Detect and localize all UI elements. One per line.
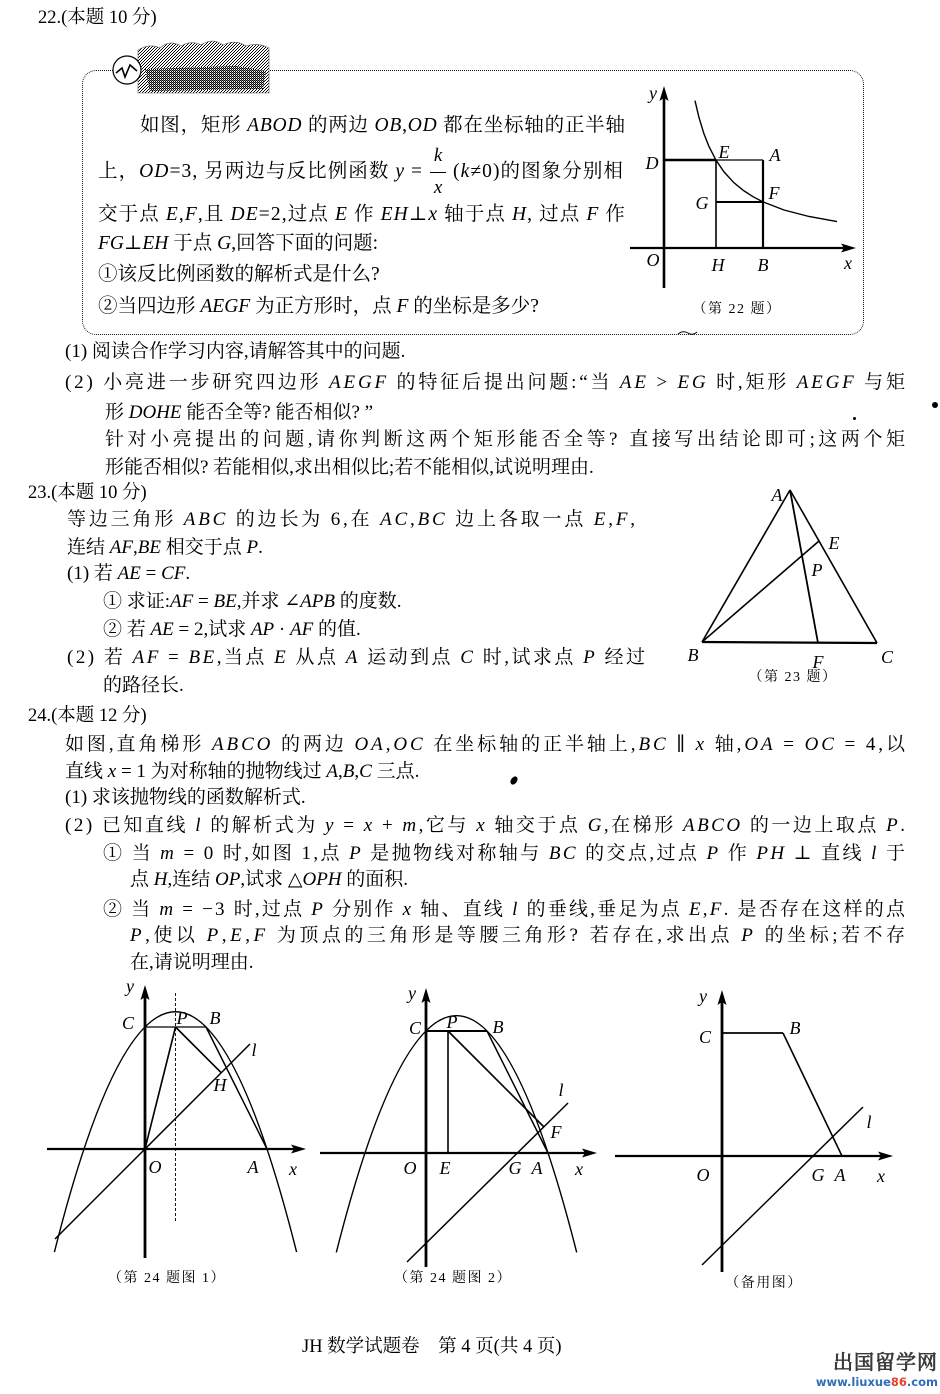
q24-line-3: (1) 求该抛物线的函数解析式. [65, 787, 306, 808]
math-variable: OB [374, 115, 403, 136]
math-variable: CF [161, 563, 186, 584]
box-line-2-before: 上，OD=3, 另两边与反比例函数 y = [98, 161, 424, 182]
label-c: C [408, 1018, 422, 1038]
side-ab [702, 490, 790, 642]
math-variable: x [363, 815, 375, 836]
watermark-site-name: 出国留学网 [833, 1350, 938, 1374]
label-a: A [531, 1158, 543, 1178]
scan-artifact-tick [853, 417, 856, 420]
box-line-1: 如图，矩形 ABOD 的两边 OB,OD 都在坐标轴的正半轴 [140, 115, 626, 136]
math-variable: OA [354, 734, 386, 755]
math-variable: EG [677, 372, 709, 393]
math-variable: m [159, 899, 176, 920]
math-variable: P [130, 925, 146, 946]
q24-line-9: 在,请说明理由. [130, 952, 254, 973]
watermark [812, 1350, 938, 1390]
box-line-2 [98, 145, 624, 198]
math-variable: BC [548, 843, 578, 864]
label-x: x [575, 1159, 583, 1179]
watermark-url-suffix: .com [906, 1375, 938, 1389]
math-variable: DOHE [128, 402, 182, 423]
watermark-url [812, 1374, 938, 1390]
math-variable: AF [109, 537, 133, 558]
math-variable: G [587, 815, 604, 836]
figure-24-backup-caption: （备用图） [725, 1276, 803, 1291]
math-variable: F [709, 899, 724, 920]
q23-line-4: ① 求证:AF = BE,并求 ∠APB 的度数. [103, 591, 402, 612]
math-variable: OC [804, 734, 837, 755]
math-variable: x [107, 761, 117, 782]
side-ac [790, 490, 877, 643]
math-variable: k [460, 161, 471, 182]
math-variable: C [460, 647, 476, 668]
q22-part-2-cont: 形 DOHE 能否全等? 能否相似? ” [105, 402, 374, 423]
math-variable: ABOD [247, 115, 303, 136]
label-g: G [695, 193, 709, 213]
math-variable: l [195, 815, 203, 836]
cooperative-learning-badge [100, 36, 280, 98]
math-variable: F [615, 509, 631, 530]
math-variable: F [253, 925, 269, 946]
math-variable: E [688, 899, 703, 920]
math-variable: m [402, 815, 419, 836]
q22-part-2-instruction-cont: 形能否相似? 若能相似,求出相似比;若不能相似,试说明理由. [105, 457, 594, 478]
math-variable: x [476, 815, 488, 836]
math-variable: B [342, 761, 355, 782]
math-variable: FG [98, 233, 124, 254]
math-variable: F [184, 204, 198, 225]
math-variable: AEGF [329, 372, 389, 393]
math-variable: m [160, 843, 177, 864]
label-x: x [877, 1166, 885, 1186]
figure-24-1-caption: （第 24 题图 1） [108, 1271, 226, 1286]
label-h: H [711, 255, 725, 275]
watermark-url-prefix: www.liuxue [815, 1375, 891, 1389]
q24-line-7: ② 当 m = −3 时,过点 P 分别作 x 轴、直线 l 的垂线,垂足为点 E,F. 是否存在这样的点 [103, 899, 908, 920]
q24-header: 24.(本题 12 分) [28, 706, 147, 726]
q24-line-8: P,使以 P,E,F 为顶点的三角形是等腰三角形? 若存在,求出点 P 的坐标;若不存 [130, 925, 909, 946]
math-variable: BE [137, 537, 161, 558]
label-b: B [492, 1017, 504, 1037]
fraction-k-over-x [431, 145, 445, 198]
math-variable: l [512, 899, 520, 920]
box-line-2-after: (k≠0)的图象分别相 [453, 161, 624, 182]
math-variable: F [396, 296, 409, 317]
label-e: E [718, 142, 730, 162]
math-variable: AF [170, 591, 194, 612]
figure-22 [625, 82, 870, 340]
math-variable: ABCO [682, 815, 743, 836]
side-bc [702, 642, 877, 643]
label-f: F [812, 652, 824, 672]
label-y: y [126, 976, 134, 996]
scan-artifact-smudge [509, 775, 519, 786]
math-variable: APB [300, 591, 335, 612]
math-variable: E [593, 509, 609, 530]
math-variable: AF [290, 619, 314, 640]
math-variable: OD [139, 161, 170, 182]
fraction-numerator: k [433, 145, 443, 166]
math-variable: H [511, 204, 528, 225]
label-o: O [696, 1165, 710, 1185]
label-e: E [439, 1158, 451, 1178]
segment-ba [783, 1033, 842, 1156]
math-variable: AEGF [796, 372, 857, 393]
label-h: H [213, 1075, 227, 1095]
label-y: y [699, 986, 707, 1006]
box-border-notch [678, 332, 697, 335]
q24-line-2: 直线 x = 1 为对称轴的抛物线过 A,B,C 三点. [65, 761, 420, 782]
q23-line-2: 连结 AF,BE 相交于点 P. [67, 537, 263, 558]
math-variable: OA [744, 734, 776, 755]
label-p: P [176, 1008, 188, 1028]
math-variable: OPH [302, 869, 342, 890]
math-variable: P [741, 925, 757, 946]
math-variable: BE [188, 647, 217, 668]
math-variable: ABCO [211, 734, 274, 755]
box-question-1: ①该反比例函数的解析式是什么? [98, 264, 380, 285]
badge-title-band [145, 66, 266, 91]
math-variable: OC [393, 734, 426, 755]
math-variable: EH [380, 204, 409, 225]
math-variable: OP [215, 869, 241, 890]
math-variable: A [345, 647, 360, 668]
watermark-url-number: 86 [890, 1375, 907, 1389]
math-variable: E [334, 204, 349, 225]
label-g: G [811, 1165, 825, 1185]
math-variable: x [428, 204, 439, 225]
math-variable: G [217, 233, 232, 254]
label-b: B [209, 1008, 221, 1028]
math-variable: P [349, 843, 364, 864]
figure-24-2 [315, 980, 600, 1290]
q24-line-6: 点 H,连结 OP,试求 △OPH 的面积. [130, 869, 409, 890]
figure-24-backup [605, 980, 900, 1295]
math-variable: ABC [183, 509, 229, 530]
math-variable: P [583, 647, 598, 668]
label-c: C [121, 1013, 135, 1033]
figure-24-1 [40, 976, 315, 1290]
math-variable: A [326, 761, 339, 782]
math-variable: P [206, 925, 222, 946]
label-f: F [768, 183, 780, 203]
q22-header: 22.(本题 10 分) [38, 8, 157, 28]
math-variable: AE [117, 563, 141, 584]
math-variable: P [246, 537, 259, 558]
label-l: l [866, 1112, 872, 1132]
label-p: P [446, 1012, 458, 1032]
q24-line-1: 如图,直角梯形 ABCO 的两边 OA,OC 在坐标轴的正半轴上,BC ∥ x 轴,OA = OC = 4,以 [65, 734, 908, 755]
math-variable: OD [407, 115, 438, 136]
label-f: F [550, 1122, 562, 1142]
label-c: C [698, 1027, 712, 1047]
q22-part-2: (2) 小亮进一步研究四边形 AEGF 的特征后提出问题:“当 AE > EG 时,矩形 AEGF 与矩 [65, 372, 908, 393]
q23-header: 23.(本题 10 分) [28, 483, 147, 503]
box-line-4: FG⊥EH 于点 G,回答下面的问题: [98, 233, 378, 254]
math-variable: AF [132, 647, 161, 668]
scan-artifact-dot [932, 402, 938, 408]
math-variable: l [871, 843, 879, 864]
label-d: D [645, 153, 659, 173]
figure-22-caption: （第 22 题） [692, 302, 782, 317]
line-l [55, 1044, 250, 1239]
math-variable: y [395, 161, 406, 182]
label-l: l [251, 1040, 257, 1060]
figure-23 [680, 478, 905, 688]
math-variable: AP [250, 619, 275, 640]
label-y: y [408, 983, 416, 1003]
math-variable: EH [142, 233, 169, 254]
math-variable: AC [380, 509, 411, 530]
math-variable: PH [756, 843, 787, 864]
label-x: x [289, 1159, 297, 1179]
label-b: B [789, 1018, 801, 1038]
math-variable: E [274, 647, 289, 668]
label-o: O [646, 250, 660, 270]
figure-23-caption: （第 23 题） [748, 670, 838, 685]
label-o: O [403, 1158, 417, 1178]
label-y: y [649, 83, 657, 103]
math-variable: H [153, 869, 168, 890]
label-a: A [834, 1165, 846, 1185]
math-variable: y [325, 815, 336, 836]
label-x: x [844, 253, 852, 273]
parabola-curve [336, 1016, 576, 1253]
math-variable: AE [619, 372, 649, 393]
label-e: E [828, 533, 840, 553]
q22-part-1: (1) 阅读合作学习内容,请解答其中的问题. [65, 341, 406, 362]
q24-line-5: ① 当 m = 0 时,如图 1,点 P 是抛物线对称轴与 BC 的交点,过点 P 作 PH ⊥ 直线 l 于 [103, 843, 908, 864]
math-variable: E [165, 204, 179, 225]
box-question-2: ②当四边形 AEGF 为正方形时，点 F 的坐标是多少? [98, 296, 539, 317]
math-variable: AEGF [200, 296, 251, 317]
label-p: P [811, 560, 823, 580]
page-footer: JH 数学试题卷 第 4 页(共 4 页) [302, 1337, 562, 1357]
q24-line-4: (2) 已知直线 l 的解析式为 y = x + m,它与 x 轴交于点 G,在梯形 ABCO 的一边上取点 P. [65, 815, 908, 836]
fraction-denominator: x [433, 177, 443, 198]
line-l [702, 1107, 863, 1265]
label-b: B [687, 645, 699, 665]
label-l: l [558, 1080, 564, 1100]
math-variable: C [359, 761, 372, 782]
math-variable: x [402, 899, 414, 920]
figure-24-2-caption: （第 24 题图 2） [394, 1271, 512, 1286]
segment-ph [176, 1027, 222, 1073]
segment-pf [448, 1031, 544, 1127]
q23-line-7: 的路径长. [103, 675, 184, 696]
box-line-3: 交于点 E,F,且 DE=2,过点 E 作 EH⊥x 轴于点 H, 过点 F 作 [98, 204, 627, 225]
math-variable: x [695, 734, 708, 755]
segment-op [145, 1027, 176, 1149]
q23-line-3: (1) 若 AE = CF. [67, 563, 191, 584]
label-g: G [508, 1158, 522, 1178]
label-a: A [247, 1157, 259, 1177]
line-l [407, 1103, 568, 1262]
label-b: B [757, 255, 769, 275]
math-variable: AE [150, 619, 174, 640]
q23-line-6: (2) 若 AF = BE,当点 E 从点 A 运动到点 C 时,试求点 P 经过 [67, 647, 648, 668]
label-a: A [769, 145, 781, 165]
math-variable: BC [417, 509, 448, 530]
math-variable: F [586, 204, 600, 225]
q22-part-2-instruction: 针对小亮提出的问题,请你判断这两个矩形能否全等? 直接写出结论即可;这两个矩 [105, 429, 909, 450]
math-variable: BC [638, 734, 669, 755]
label-a: A [771, 485, 783, 505]
fraction-bar [430, 172, 446, 173]
math-variable: BE [213, 591, 237, 612]
math-variable: E [230, 925, 246, 946]
segment-be [702, 541, 819, 642]
math-variable: P [706, 843, 721, 864]
q23-line-5: ② 若 AE = 2,试求 AP · AF 的值. [103, 619, 361, 640]
math-variable: P [886, 815, 901, 836]
q23-line-1: 等边三角形 ABC 的边长为 6,在 AC,BC 边上各取一点 E,F, [67, 509, 638, 530]
parabola-curve [54, 1012, 296, 1252]
segment-ba [487, 1031, 548, 1153]
math-variable: DE [230, 204, 259, 225]
label-o: O [148, 1157, 162, 1177]
math-variable: P [311, 899, 326, 920]
label-c: C [880, 647, 894, 667]
